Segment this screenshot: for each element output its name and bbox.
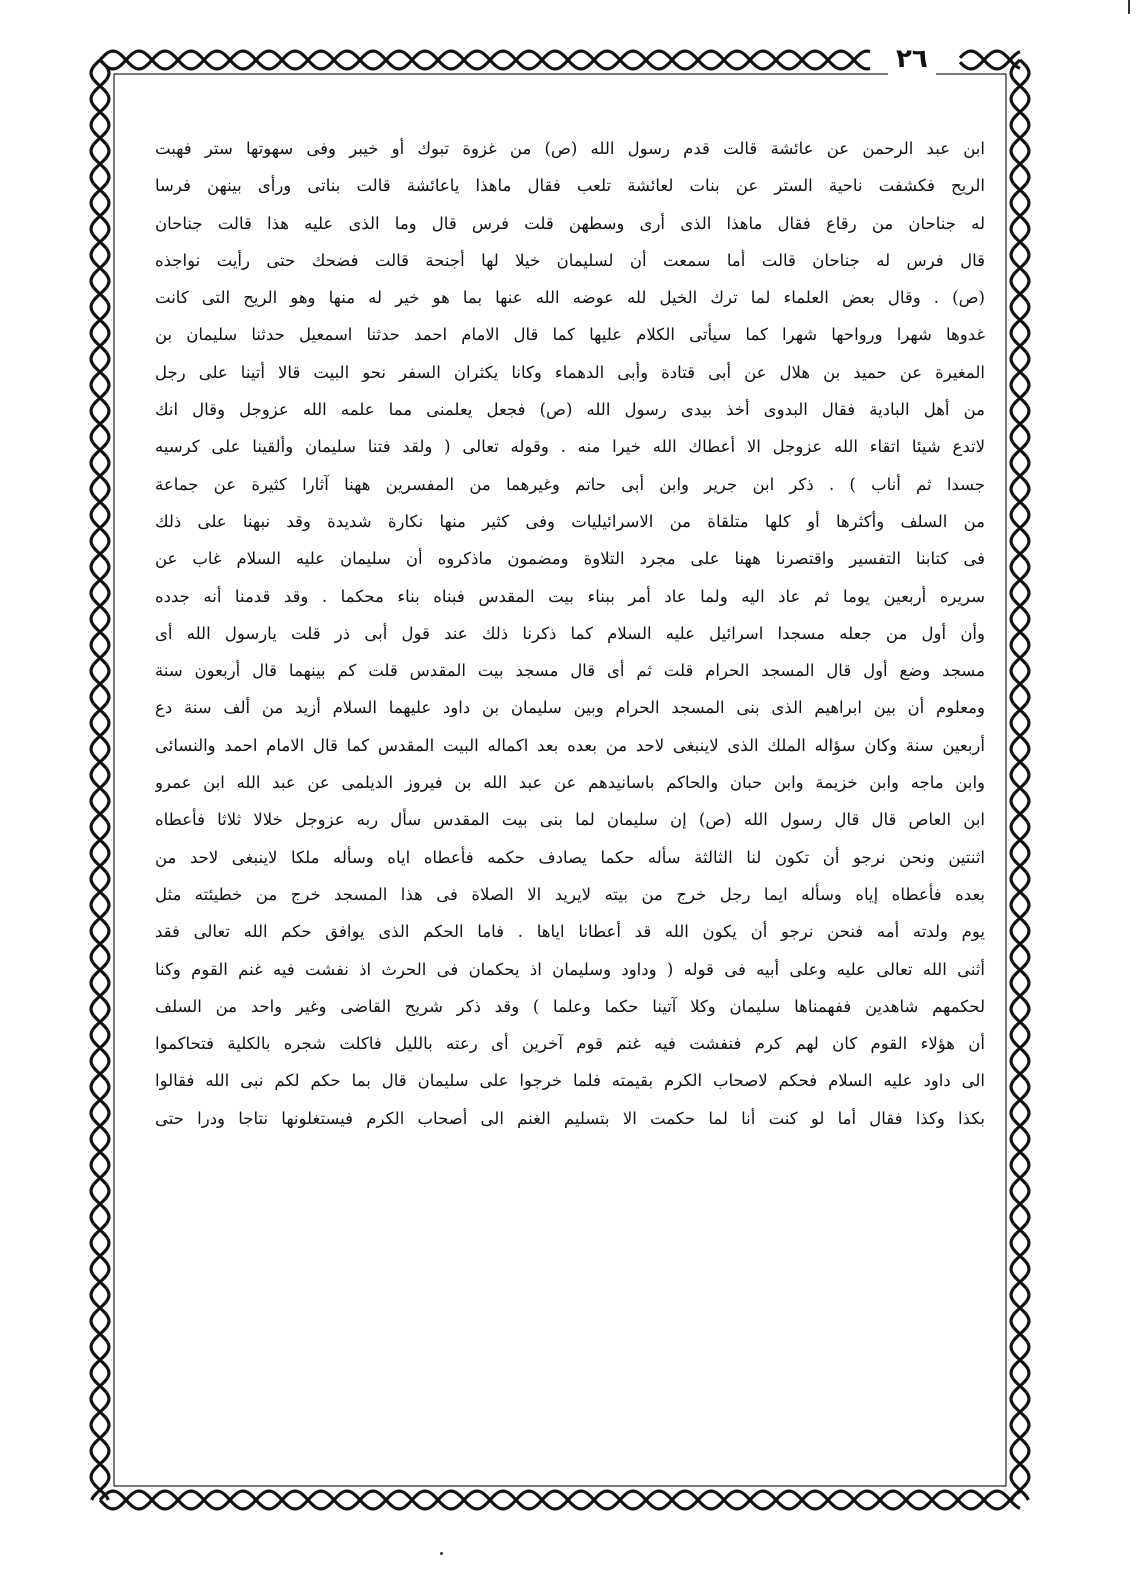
text-line: لحكمهم شاهدين ففهمناها سليمان وكلا آتينا حكما وعلما ) وقد ذكر شريح القاضى وغير واحد من السلف	[155, 996, 985, 1016]
text-line: بكذا وكذا فقال أما لو كنت أنا لما حكمت الا بتسليم الغنم الى أصحاب الكرم فيستغلونها نتاجا ودرا حتى	[155, 1108, 985, 1128]
text-line: (ص) . وقال بعض العلماء لما ترك الخيل لله عوضه الله عنها بما هو خير له منها وهو الريح التى كانت	[155, 288, 985, 308]
text-line: من السلف وأكثرها أو كلها متلقاة من الاسرائيليات وفى كثير منها نكارة شديدة وقد نبهنا على ذلك	[155, 511, 985, 531]
text-line: أربعين سنة وكان سؤاله الملك الذى لاينبغى لاحد من بعده بعد اكماله البيت المقدس كما قال الامام احمد والنسائى	[155, 735, 985, 755]
text-line: الى داود عليه السلام فحكم لاصحاب الكرم بقيمته فلما خرجوا على سليمان قال بما حكم لكم نبى الله فقالوا	[155, 1071, 985, 1091]
text-line: ابن عبد الرحمن عن عائشة قالت قدم رسول الله (ص) من غزوة تبوك أو خيبر وفى سهوتها ستر فهبت	[155, 139, 985, 158]
text-line: غدوها شهرا ورواحها شهرا كما سيأتى الكلام عليها كما قال الامام احمد حدثنا اسمعيل حدثنا سليمان بن	[155, 325, 985, 345]
text-line: وأن أول من جعله مسجدا اسرائيل عليه السلام كما ذكرنا ذلك عند قول أبى ذر قلت يارسول الله أى	[155, 623, 985, 643]
text-line: الريح فكشفت ناحية الستر عن بنات لعائشة تلعب فقال ماهذا ياعائشة قالت بناتى ورأى بينهن فرسا	[155, 176, 985, 196]
text-line: ومعلوم أن بين ابراهيم الذى بنى المسجد الحرام وبين سليمان بن داود عليهما السلام أزيد من ألف سنة دع	[155, 698, 985, 718]
text-line: له جناحان من رقاع فقال ماهذا الذى أرى وسطهن قلت فرس قال وما الذى عليه هذا قالت جناحان	[155, 213, 985, 233]
text-line: وابن ماجه وابن خزيمة وابن حبان والحاكم باسانيدهم عن عبد الله بن فيروز الديلمى عن عبد الله ابن عمرو	[155, 773, 985, 793]
scan-mark	[1128, 0, 1130, 14]
text-line: أن هؤلاء القوم كان لهم كرم فنفشت فيه غنم قوم آخرين أى رعته بالليل فاكلت شجره بالكلية فتحاكموا	[155, 1034, 985, 1054]
scan-dot	[440, 1552, 443, 1555]
text-line: فى كتابنا التفسير واقتصرنا ههنا على مجرد التلاوة ومضمون ماذكروه أن سليمان عليه السلام غاب عن	[155, 549, 985, 569]
page-number: ٢٦	[888, 42, 936, 76]
text-line: يوم ولدته أمه فنحن نرجو أن يكون الله قد أعطانا اياها . فاما الحكم الذى يوافق حكم الله تعالى فقد	[155, 922, 985, 942]
text-line: ابن العاص قال قال رسول الله (ص) إن سليمان لما بنى بيت المقدس سأل ربه عزوجل خلالا ثلاثا فأعطاه	[155, 810, 985, 830]
text-line: اثنتين ونحن نرجو أن تكون لنا الثالثة سأله حكما يصادف حكمه فأعطاه اياه وسأله ملكا لاينبغى لاحد من	[155, 847, 985, 867]
text-line: لاتدع شيئا اتقاء الله عزوجل الا أعطاك الله خيرا منه . وقوله تعالى ( ولقد فتنا سليمان وألقينا على كرسيه	[155, 437, 985, 457]
text-line: قال فرس له جناحان قالت أما سمعت أن لسليمان خيلا لها أجنحة قالت فضحك حتى رأيت نواجذه	[155, 250, 985, 270]
text-line: مسجد وضع أول قال المسجد الحرام قلت ثم أى قال مسجد بيت المقدس قلت كم بينهما قال أربعون سنة	[155, 661, 985, 681]
page-body-text	[155, 130, 985, 1400]
text-line: من أهل البادية فقال البدوى أخذ بيدى رسول الله (ص) فجعل يعلمنى مما علمه الله عزوجل وقال انك	[155, 400, 985, 420]
text-line: سريره أربعين يوما ثم عاد اليه ولما عاد أمر ببناء بيت المقدس فبناه بناء محكما . وقد قدمنا أنه جدده	[155, 586, 985, 606]
text-line: المغيرة عن حميد بن هلال عن أبى قتادة وأبى الدهماء وكانا يكثران السفر نحو البيت قالا أتينا على رجل	[155, 362, 985, 382]
text-line: أثنى الله تعالى عليه وعلى أبيه فى قوله ( وداود وسليمان اذ يحكمان فى الحرث اذ نفشت فيه غنم القوم وكنا	[155, 959, 985, 979]
text-line: بعده فأعطاه إياه وسأله ايما رجل خرج من بيته لايريد الا الصلاة فى هذا المسجد خرج من خطيئته مثل	[155, 884, 985, 904]
text-line: جسدا ثم أناب ) . ذكر ابن جرير وابن أبى حاتم وغيرهما من المفسرين ههنا آثارا كثيرة عن جماعة	[155, 474, 985, 494]
